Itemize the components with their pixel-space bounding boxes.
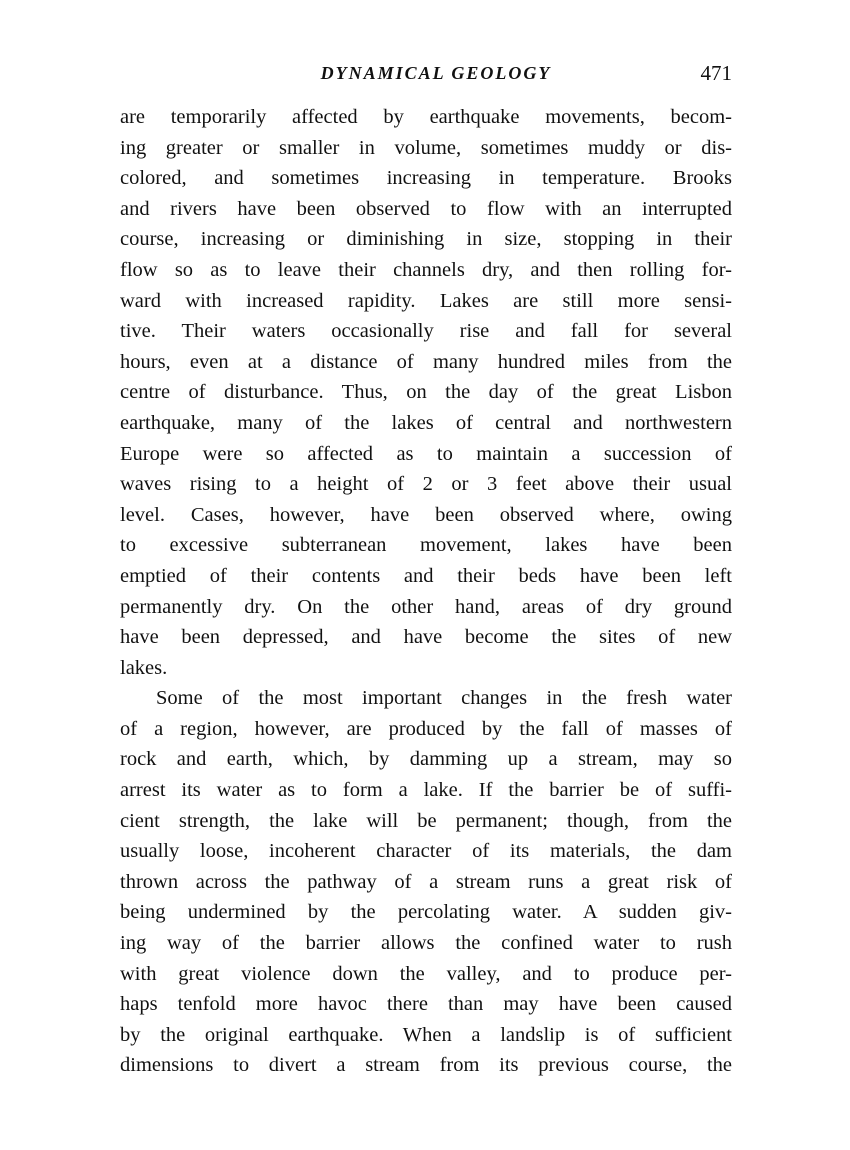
text-line: have been depressed, and have become the sites of new [120,626,732,649]
text-line: by the original earthquake. When a landslip is of sufficient [120,1023,732,1046]
text-line: are temporarily affected by earthquake movements, becom- [120,106,732,128]
text-line: centre of disturbance. Thus, on the day of the great Lisbon [120,381,732,404]
running-title: DYNAMICAL GEOLOGY [320,63,552,83]
text-line: dimensions to divert a stream from its previous course, the [120,1054,732,1077]
text-line: cient strength, the lake will be permanent; though, from the [120,809,732,832]
text-line: earthquake, many of the lakes of central and northwestern [120,411,732,434]
text-line: flow so as to leave their channels dry, and then rolling for- [120,258,732,281]
text-line: thrown across the pathway of a stream runs a great risk of [120,870,732,893]
text-line: lakes. [120,656,168,679]
paragraph-1 [120,102,732,683]
text-line: ward with increased rapidity. Lakes are still more sensi- [120,289,732,312]
text-line: tive. Their waters occasionally rise and fall for several [120,320,732,343]
text-line: emptied of their contents and their beds have been left [120,564,732,587]
text-line: ing way of the barrier allows the confined water to rush [120,932,732,955]
text-line: course, increasing or diminishing in size, stopping in their [120,228,732,251]
text-line: waves rising to a height of 2 or 3 feet above their usual [120,473,732,496]
text-line: arrest its water as to form a lake. If the barrier be of suffi- [120,779,732,802]
text-line: Europe were so affected as to maintain a succession of [120,442,732,465]
text-line: and rivers have been observed to flow with an interrupted [120,197,732,220]
text-line: hours, even at a distance of many hundred miles from the [120,350,732,373]
text-line: with great violence down the valley, and to produce per- [120,962,732,985]
text-line: usually loose, incoherent character of its materials, the dam [120,840,732,863]
text-line: colored, and sometimes increasing in temperature. Brooks [120,167,732,190]
text-line: rock and earth, which, by damming up a stream, may so [120,748,732,771]
text-line: haps tenfold more havoc there than may have been caused [120,993,732,1016]
text-line: of a region, however, are produced by the fall of masses of [120,717,732,740]
page-number: 471 [700,61,732,85]
text-line: ing greater or smaller in volume, sometimes muddy or dis- [120,136,732,159]
text-line: being undermined by the percolating water. A sudden giv- [120,901,732,924]
text-line: Some of the most important changes in the fresh water [156,687,732,710]
text-line: level. Cases, however, have been observed where, owing [120,503,732,526]
paragraph-2 [120,683,732,1081]
text-line: to excessive subterranean movement, lakes have been [120,534,732,557]
running-head [120,58,732,88]
body-text [120,102,732,1081]
text-line: permanently dry. On the other hand, areas of dry ground [120,595,732,618]
